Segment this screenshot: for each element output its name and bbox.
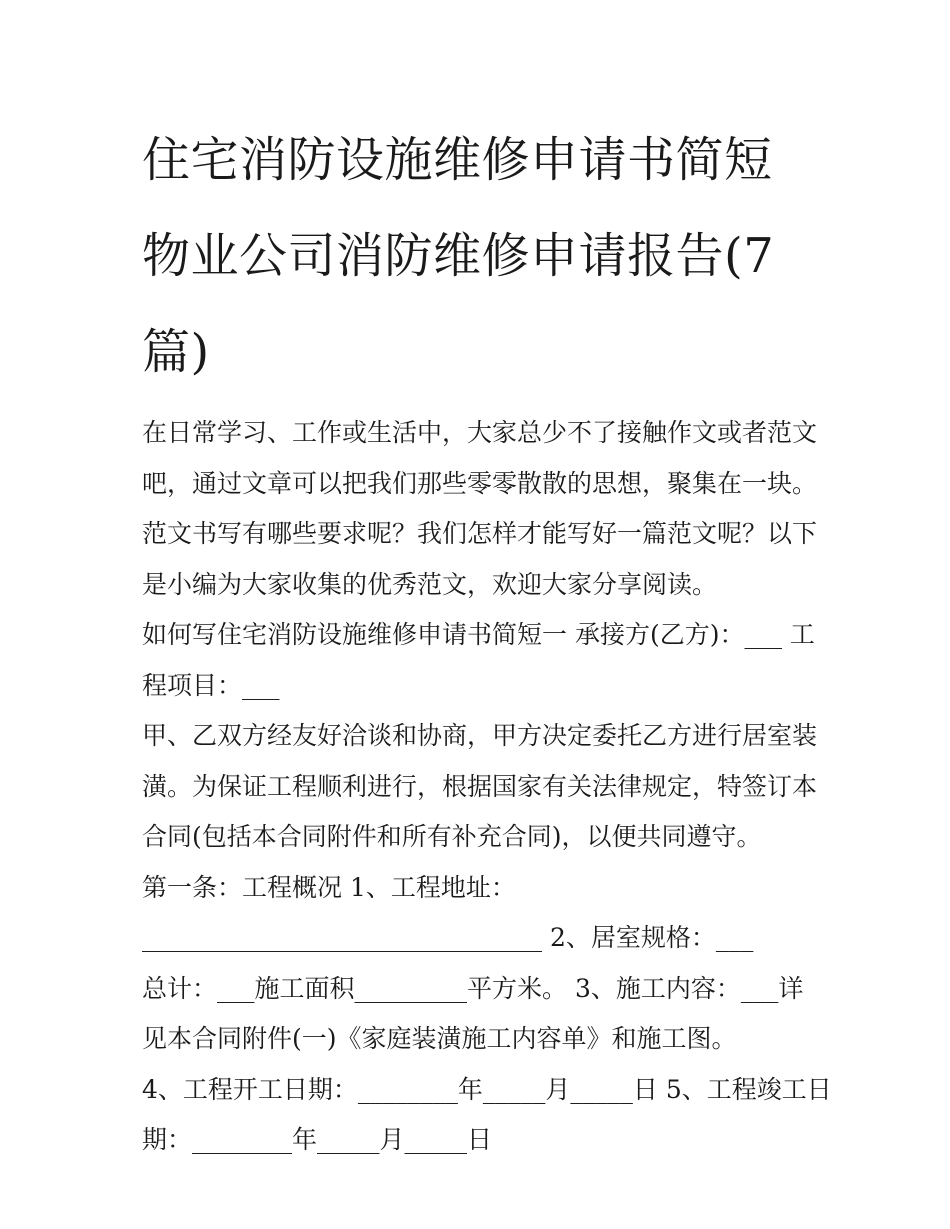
- text-line: 见本合同附件(一)《家庭装潢施工内容单》和施工图。: [142, 1024, 737, 1053]
- text-line: 第一条：工程概况 1、工程地址：: [142, 872, 516, 902]
- text-line: 如何写住宅消防设施维修申请书简短一 承接方(乙方)：___ 工: [142, 620, 815, 649]
- text-line: 期：________年_____月_____日: [142, 1125, 493, 1154]
- text-line: 程项目：___: [142, 670, 280, 700]
- text-line: 潢。为保证工程顺利进行，根据国家有关法律规定，特签订本: [142, 771, 818, 801]
- text-line: 吧，通过文章可以把我们那些零零散散的思想，聚集在一块。: [142, 468, 818, 498]
- text-line: 范文书写有哪些要求呢？我们怎样才能写好一篇范文呢？以下: [142, 519, 818, 548]
- article-one-paragraph: [142, 863, 814, 1065]
- intro-paragraph: [142, 408, 818, 610]
- agreement-paragraph: [142, 711, 818, 863]
- text-line: 是小编为大家收集的优秀范文，欢迎大家分享阅读。: [142, 569, 718, 599]
- document-body: [142, 408, 832, 1166]
- schedule-paragraph: [142, 1065, 832, 1166]
- contract-heading-paragraph: [142, 610, 814, 711]
- text-line: 4、工程开工日期：________年_____月_____日 5、工程竣工日: [142, 1074, 832, 1104]
- text-line: 在日常学习、工作或生活中，大家总少不了接触作文或者范文: [142, 418, 818, 447]
- text-line: 甲、乙双方经友好洽谈和协商，甲方决定委托乙方进行居室装: [142, 721, 818, 750]
- document-title: [142, 112, 814, 400]
- title-line: 物业公司消防维修申请报告(7: [142, 228, 775, 284]
- text-line: ________________________________ 2、居室规格：___: [142, 923, 754, 952]
- title-line: 篇): [142, 324, 210, 380]
- title-line: 住宅消防设施维修申请书简短: [142, 132, 773, 188]
- text-line: 总计：___施工面积_________平方米。 3、施工内容：___详: [142, 973, 804, 1003]
- text-line: 合同(包括本合同附件和所有补充合同)，以便共同遵守。: [142, 822, 762, 851]
- document-page: [142, 112, 832, 1166]
